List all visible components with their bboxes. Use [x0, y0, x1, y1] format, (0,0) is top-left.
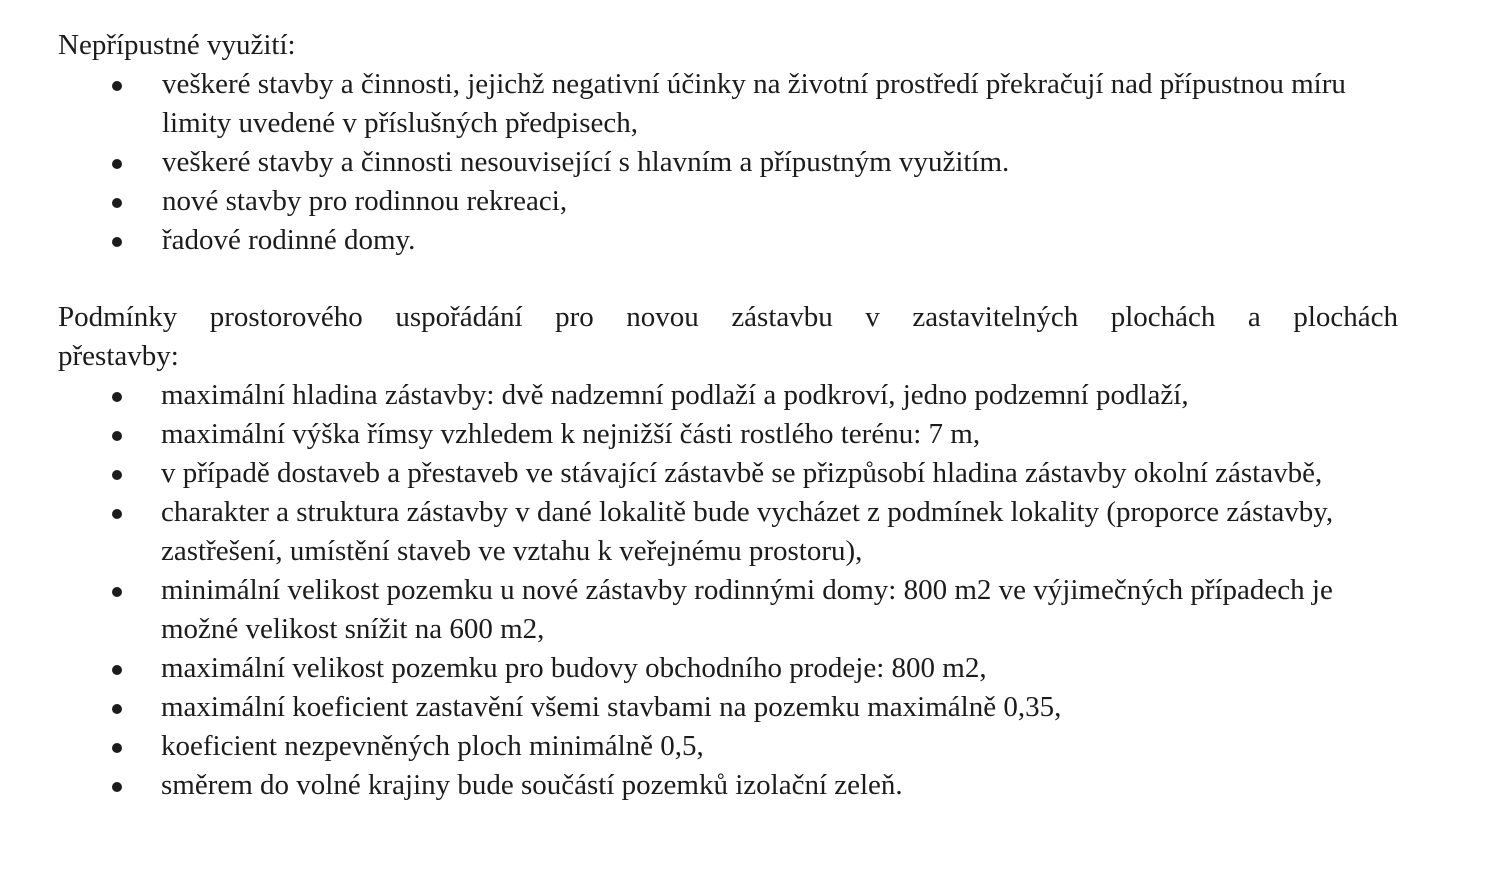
list-item-text: směrem do volné krajiny bude součástí pozemků izolační zeleň. [161, 769, 903, 801]
list-item [58, 766, 1398, 805]
list-item-text: veškeré stavby a činnosti, jejichž negativní účinky na životní prostředí překračují nad přípustnou míru limity uvedené v příslušných předpisech, [162, 68, 1346, 139]
list-item [58, 493, 1398, 571]
section-heading-prohibited-use: Nepřípustné využití: [58, 29, 296, 61]
list-item-text: veškeré stavby a činnosti nesouvisející s hlavním a přípustným využitím. [162, 146, 1010, 178]
bullet-icon [112, 665, 122, 675]
list-item [58, 688, 1398, 727]
list-item-text: maximální koeficient zastavění všemi stavbami na pozemku maximálně 0,35, [161, 691, 1062, 723]
bullet-icon [112, 587, 122, 597]
bullet-icon [112, 198, 122, 208]
list-item [58, 65, 1398, 143]
section-spacer [58, 260, 1398, 298]
list-item [58, 649, 1398, 688]
list-item [58, 376, 1398, 415]
bullet-icon [112, 704, 122, 714]
bullet-icon [112, 81, 122, 91]
bullet-icon [112, 743, 122, 753]
heading-line-2: přestavby: [58, 340, 179, 372]
bullet-icon [112, 782, 122, 792]
list-item-text: řadové rodinné domy. [162, 224, 416, 256]
list-item-text: maximální velikost pozemku pro budovy obchodního prodeje: 800 m2, [161, 652, 987, 684]
list-item-text: maximální hladina zástavby: dvě nadzemní podlaží a podkroví, jedno podzemní podlaží, [161, 379, 1189, 411]
list-item-text: nové stavby pro rodinnou rekreaci, [162, 185, 568, 217]
section-heading-spatial-conditions [58, 298, 1398, 376]
bullet-icon [112, 431, 122, 441]
list-item [58, 454, 1398, 493]
list-item [58, 727, 1398, 766]
document-page [58, 26, 1398, 805]
bullet-icon [112, 509, 122, 519]
list-item [58, 571, 1398, 649]
list-item-text: koeficient nezpevněných ploch minimálně 0,5, [161, 730, 704, 762]
list-item [58, 143, 1398, 182]
bullet-icon [112, 470, 122, 480]
bullet-icon [112, 392, 122, 402]
list-item-text: maximální výška římsy vzhledem k nejnižší části rostlého terénu: 7 m, [161, 418, 981, 450]
prohibited-use-list [58, 65, 1398, 260]
list-item [58, 182, 1398, 221]
list-item [58, 415, 1398, 454]
list-item-text: minimální velikost pozemku u nové zástavby rodinnými domy: 800 m2 ve výjimečných případech je možné velikost snížit na 600 m2, [161, 574, 1333, 645]
heading-line-1: Podmínky prostorového uspořádání pro novou zástavbu v zastavitelných plochách a plochách [58, 301, 1398, 333]
bullet-icon [112, 159, 122, 169]
bullet-icon [112, 237, 122, 247]
list-item-text: v případě dostaveb a přestaveb ve stávající zástavbě se přizpůsobí hladina zástavby okolní zástavbě, [161, 457, 1323, 489]
spatial-conditions-list [58, 376, 1398, 805]
list-item-text: charakter a struktura zástavby v dané lokalitě bude vycházet z podmínek lokality (proporce zástavby, zastřešení, umístění staveb ve vztahu k veřejnému prostoru), [161, 496, 1334, 567]
list-item [58, 221, 1398, 260]
